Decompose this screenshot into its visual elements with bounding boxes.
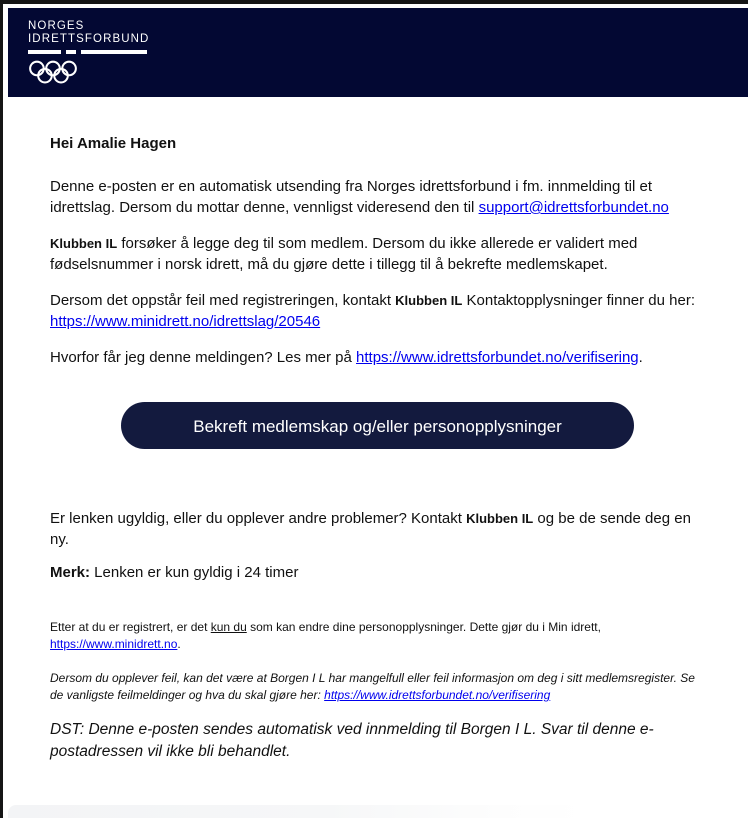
membership-text: forsøker å legge deg til som medlem. Dersom du ikke allerede er validert med fødselsnummer i norsk idrett, må du gjøre dette i tillegg til å bekrefte medlemskapet.: [50, 235, 638, 273]
validity-note-text: Lenken er kun gyldig i 24 timer: [90, 564, 299, 581]
logo-bar-segment: [66, 50, 76, 54]
logo-divider-bars: [28, 50, 149, 54]
self-service-text-1: Etter at du er registrert, er det: [50, 620, 211, 634]
minidrett-link[interactable]: https://www.minidrett.no: [50, 637, 178, 651]
cta-button-row: [50, 402, 705, 449]
club-name: Klubben IL: [466, 511, 534, 526]
email-header-banner: [8, 8, 748, 97]
window-top-edge: [0, 0, 748, 4]
self-service-text-2: som kan endre dine personopplysninger. Dette gjør du i Min idrett,: [246, 620, 601, 634]
club-name: Klubben IL: [50, 236, 118, 251]
logo-bar-segment: [28, 50, 61, 54]
intro-paragraph: [50, 176, 705, 218]
logo-bar-segment: [81, 50, 147, 54]
next-element-peek: [8, 805, 586, 818]
self-service-paragraph: [50, 619, 705, 653]
why-message-period: .: [638, 349, 643, 366]
nif-logo: [28, 20, 149, 91]
invalid-link-text-1: Er lenken ugyldig, eller du opplever andre problemer? Kontakt: [50, 510, 467, 527]
window-left-edge: [0, 0, 3, 818]
self-service-period: .: [177, 637, 181, 651]
verification-info-link-italic[interactable]: https://www.idrettsforbundet.no/verifisering: [324, 688, 551, 702]
registration-error-paragraph: [50, 290, 705, 332]
olympic-rings-icon: [28, 59, 149, 91]
verification-info-link[interactable]: https://www.idrettsforbundet.no/verifisering: [356, 349, 639, 366]
registration-error-text-1: Dersom det oppstår feil med registreringen, kontakt: [50, 292, 396, 309]
only-you-emphasis: kun du: [210, 620, 247, 634]
why-message-paragraph: [50, 347, 705, 368]
intro-text: Denne e-posten er en automatisk utsending fra Norges idrettsforbund i fm. innmelding til et idrettslag. Dersom du mottar denne, vennligst videresend den til: [50, 178, 652, 216]
note-label: Merk:: [50, 564, 91, 581]
club-name: Klubben IL: [395, 293, 463, 308]
club-contact-link[interactable]: https://www.minidrett.no/idrettslag/20546: [50, 313, 321, 330]
membership-paragraph: [50, 233, 705, 275]
confirm-membership-button[interactable]: Bekreft medlemskap og/eller personopplysninger: [121, 402, 634, 449]
greeting: Hei Amalie Hagen: [50, 135, 177, 152]
logo-text-line2: IDRETTSFORBUND: [28, 33, 150, 45]
validity-note-paragraph: [50, 562, 705, 583]
support-email-link[interactable]: support@idrettsforbundet.no: [478, 199, 669, 216]
why-message-text: Hvorfor får jeg denne meldingen? Les mer på: [50, 349, 357, 366]
invalid-link-paragraph: [50, 508, 705, 550]
logo-text-line1: NORGES: [28, 20, 85, 32]
error-info-text: Dersom du opplever feil, kan det være at Borgen I L har mangelfull eller feil informasjon om deg i sitt medlemsregister. Se de vanligste feilmeldinger og hva du skal gjøre her:: [50, 671, 695, 702]
auto-send-disclaimer-text: DST: Denne e-posten sendes automatisk ved innmelding til Borgen I L. Svar til denne e-postadressen vil ikke bli behandlet.: [50, 721, 654, 760]
invalid-link-text-2: og be de sende deg en ny.: [50, 510, 691, 548]
error-info-paragraph: [50, 670, 705, 704]
auto-send-disclaimer: [50, 719, 705, 763]
registration-error-text-2: Kontaktopplysninger finner du her:: [462, 292, 695, 309]
email-body: [8, 97, 748, 763]
